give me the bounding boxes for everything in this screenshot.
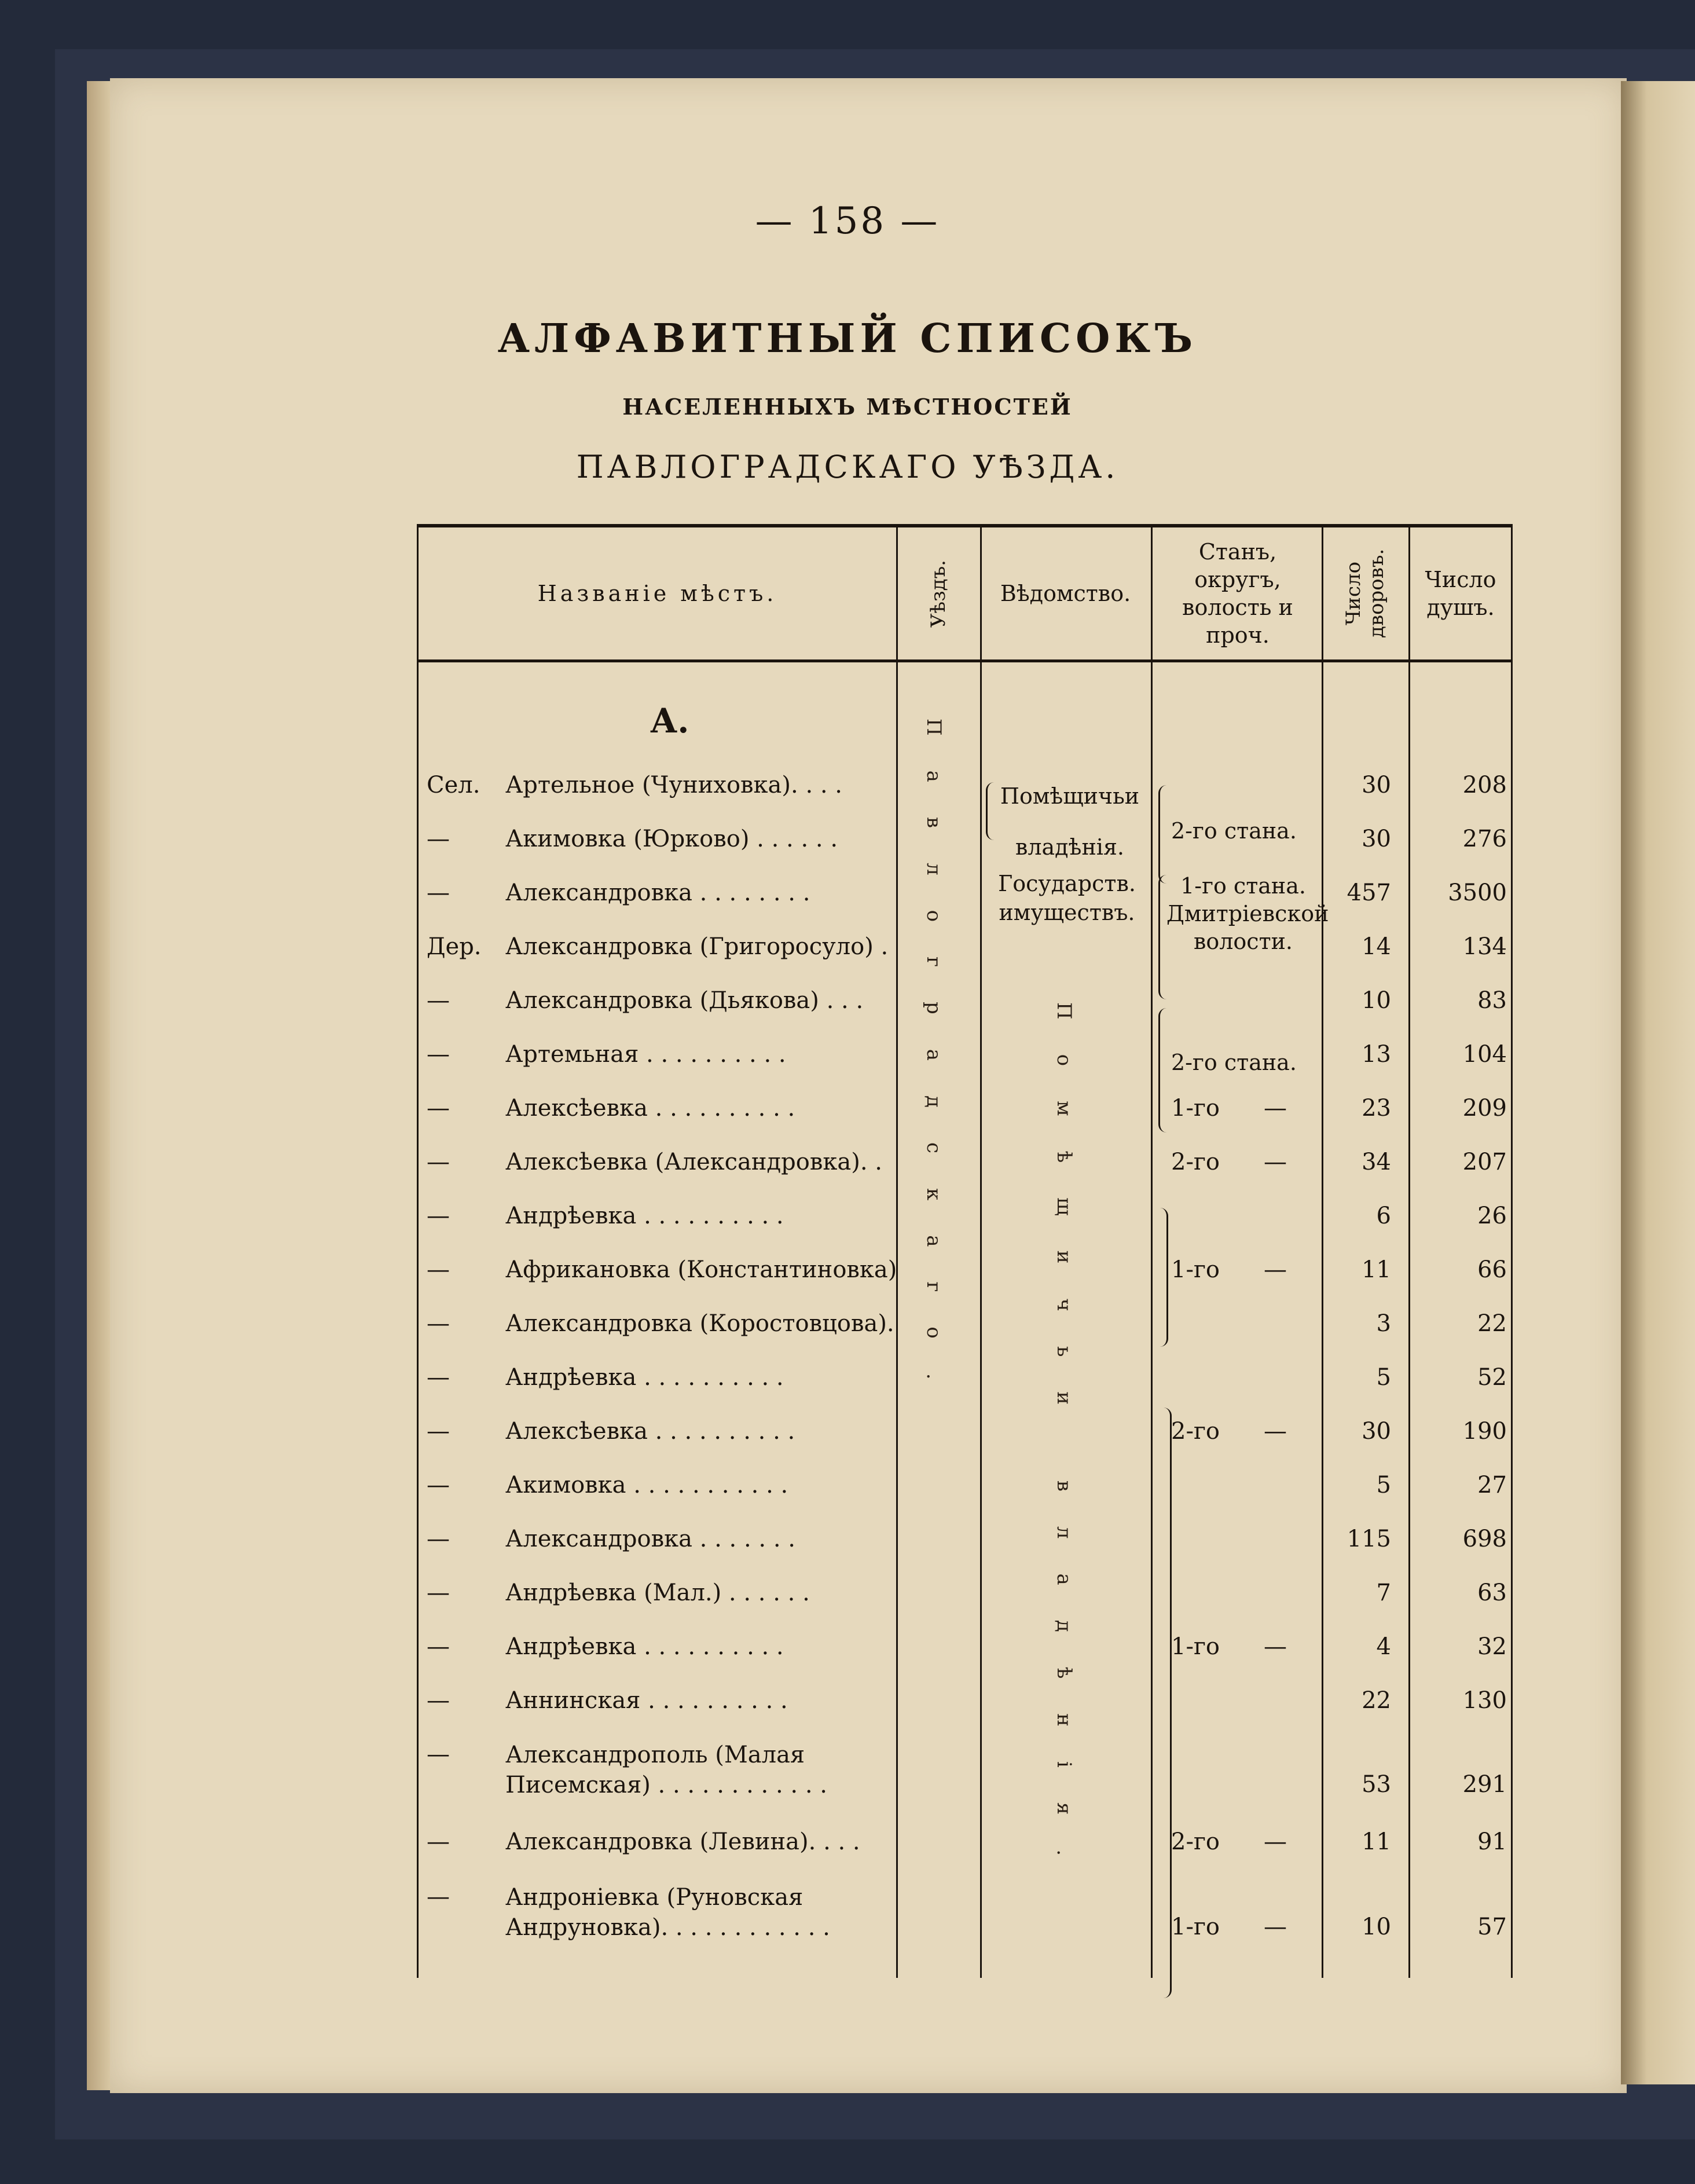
header-uezd-text: Уѣздъ. xyxy=(926,559,950,628)
row-prefix: — xyxy=(427,1472,450,1498)
row-prefix: — xyxy=(427,1526,450,1552)
table-row xyxy=(419,1255,1513,1302)
row-name: Андрѣевка (Мал.) . . . . . . xyxy=(505,1580,810,1606)
row-households: 30 xyxy=(1362,772,1391,798)
table-row xyxy=(419,1686,1513,1732)
row-name: Андроніевка (Руновская Андруновка). . . . . . . . . . . . xyxy=(505,1884,830,1941)
row-households: 34 xyxy=(1362,1149,1391,1175)
row-prefix: — xyxy=(427,1203,450,1229)
row-stan: 2-го xyxy=(1171,1149,1220,1175)
row-households: 30 xyxy=(1362,1418,1391,1445)
stan-group-2: 1-го стана. Дмитріевской волости. xyxy=(1166,873,1329,954)
row-souls: 291 xyxy=(1462,1771,1507,1798)
settlements-table xyxy=(417,524,1513,1978)
page-number: — 158 — xyxy=(755,200,940,243)
row-souls: 190 xyxy=(1462,1418,1507,1445)
row-households: 53 xyxy=(1362,1771,1391,1798)
row-ditto: — xyxy=(1264,1149,1287,1175)
row-households: 5 xyxy=(1376,1364,1391,1391)
row-name: Африкановка (Константиновка) xyxy=(505,1256,897,1283)
row-souls: 208 xyxy=(1462,772,1507,798)
row-souls: 104 xyxy=(1462,1041,1507,1068)
row-name: Акимовка (Юрково) . . . . . . xyxy=(505,826,838,852)
row-prefix: — xyxy=(427,987,450,1014)
row-prefix: Дер. xyxy=(427,933,482,960)
header-rule xyxy=(419,659,1513,662)
section-letter: А. xyxy=(650,701,689,741)
header-department: Вѣдомство. xyxy=(1000,581,1131,606)
row-prefix: — xyxy=(427,1687,450,1714)
row-name: Александровка (Коростовцова). xyxy=(505,1310,894,1337)
table-row xyxy=(419,1309,1513,1355)
table-row xyxy=(419,1827,1513,1874)
row-prefix: — xyxy=(427,1418,450,1445)
page-subtitle: НАСЕЛЕННЫХЪ МѢСТНОСТЕЙ xyxy=(622,394,1073,420)
department-private: Помѣщичьи владѣнія. xyxy=(1000,783,1140,860)
table-row xyxy=(419,1525,1513,1571)
table-row xyxy=(419,1578,1513,1625)
row-households: 30 xyxy=(1362,826,1391,852)
row-name: Андрѣевка . . . . . . . . . . xyxy=(505,1364,784,1391)
table-row xyxy=(419,1148,1513,1194)
row-name: Алексѣевка (Александровка). . xyxy=(505,1149,882,1175)
row-souls: 130 xyxy=(1462,1687,1507,1714)
table-row xyxy=(419,1201,1513,1248)
row-souls: 32 xyxy=(1477,1633,1507,1660)
row-souls: 276 xyxy=(1462,826,1507,852)
row-souls: 57 xyxy=(1477,1914,1507,1940)
row-souls: 66 xyxy=(1477,1256,1507,1283)
row-name: Алексѣевка . . . . . . . . . . xyxy=(505,1095,795,1122)
row-souls: 3500 xyxy=(1448,880,1507,906)
row-name: Александровка . . . . . . . xyxy=(505,1526,795,1552)
header-stan: Станъ, округъ, волость и проч. xyxy=(1182,539,1293,648)
row-households: 14 xyxy=(1362,933,1391,960)
row-name: Александровка . . . . . . . . xyxy=(505,880,810,906)
row-name: Алексѣевка . . . . . . . . . . xyxy=(505,1418,795,1445)
row-households: 23 xyxy=(1362,1095,1391,1122)
row-name: Акимовка . . . . . . . . . . . xyxy=(505,1472,788,1498)
row-name: Александровка (Левина). . . . xyxy=(505,1828,860,1855)
row-households: 3 xyxy=(1376,1310,1391,1337)
table-row xyxy=(419,878,1513,925)
row-name: Александровка (Григоросуло) . xyxy=(505,933,889,960)
row-prefix: — xyxy=(427,1883,450,1910)
row-prefix: — xyxy=(427,880,450,906)
table-row xyxy=(419,1094,1513,1140)
row-households: 7 xyxy=(1376,1580,1391,1606)
department-vertical-label: Помѣщичьи владѣнія. xyxy=(1052,1002,1076,1891)
facing-page-edge xyxy=(1621,81,1695,2084)
table-row xyxy=(419,1740,1513,1815)
row-souls: 22 xyxy=(1477,1310,1507,1337)
row-name: Артельное (Чуниховка). . . . xyxy=(505,772,843,798)
row-prefix: — xyxy=(427,826,450,852)
header-households-text: Число дворовъ. xyxy=(1342,548,1388,639)
row-prefix: — xyxy=(427,1310,450,1337)
row-households: 10 xyxy=(1362,987,1391,1014)
row-souls: 27 xyxy=(1477,1472,1507,1498)
row-ditto: — xyxy=(1264,1633,1287,1660)
table-row xyxy=(419,932,1513,979)
uezd-vertical-label: Павлоградскаго. xyxy=(922,719,945,1415)
row-households: 13 xyxy=(1362,1041,1391,1068)
table-row xyxy=(419,986,1513,1032)
row-prefix: — xyxy=(427,1828,450,1855)
row-ditto: — xyxy=(1264,1418,1287,1445)
row-souls: 209 xyxy=(1462,1095,1507,1122)
row-stan: 2-го xyxy=(1171,1418,1220,1445)
row-souls: 63 xyxy=(1477,1580,1507,1606)
table-row xyxy=(419,1632,1513,1679)
stan-group-3: 2-го стана. xyxy=(1171,1050,1297,1075)
row-households: 22 xyxy=(1362,1687,1391,1714)
header-souls: Число душъ. xyxy=(1425,567,1496,620)
table-row xyxy=(419,1882,1513,1958)
department-state: Государств. имуществъ. xyxy=(998,871,1136,925)
header-name: Названіе мѣстъ. xyxy=(537,581,777,606)
row-ditto: — xyxy=(1264,1095,1287,1122)
row-souls: 83 xyxy=(1477,987,1507,1014)
row-name: Андрѣевка . . . . . . . . . . xyxy=(505,1633,784,1660)
row-souls: 52 xyxy=(1477,1364,1507,1391)
row-name: Артемьная . . . . . . . . . . xyxy=(505,1041,786,1068)
row-name: Аннинская . . . . . . . . . . xyxy=(505,1687,788,1714)
row-stan: 1-го xyxy=(1171,1633,1220,1660)
table-row xyxy=(419,1471,1513,1517)
row-ditto: — xyxy=(1264,1828,1287,1855)
row-prefix: — xyxy=(427,1580,450,1606)
row-prefix: — xyxy=(427,1041,450,1068)
row-name: Александрополь (Малая Писемская) . . . . . . . . . . . . xyxy=(505,1742,827,1798)
row-ditto: — xyxy=(1264,1256,1287,1283)
row-households: 4 xyxy=(1376,1633,1391,1660)
row-souls: 698 xyxy=(1462,1526,1507,1552)
row-households: 5 xyxy=(1376,1472,1391,1498)
table-row xyxy=(419,771,1513,817)
table-row xyxy=(419,1040,1513,1086)
header-households xyxy=(1322,527,1408,659)
row-prefix: — xyxy=(427,1095,450,1122)
row-stan: 1-го xyxy=(1171,1095,1220,1122)
table-row xyxy=(419,825,1513,871)
row-prefix: — xyxy=(427,1633,450,1660)
row-name: Андрѣевка . . . . . . . . . . xyxy=(505,1203,784,1229)
header-uezd xyxy=(896,527,980,659)
page-title: АЛФАВИТНЫЙ СПИСОКЪ xyxy=(497,316,1198,362)
row-prefix: — xyxy=(427,1149,450,1175)
row-name: Александровка (Дьякова) . . . xyxy=(505,987,864,1014)
row-prefix: — xyxy=(427,1364,450,1391)
row-prefix: — xyxy=(427,1741,450,1768)
row-stan: 1-го xyxy=(1171,1914,1220,1940)
row-souls: 134 xyxy=(1462,933,1507,960)
row-households: 457 xyxy=(1347,880,1391,906)
row-souls: 26 xyxy=(1477,1203,1507,1229)
row-souls: 91 xyxy=(1477,1828,1507,1855)
row-ditto: — xyxy=(1264,1914,1287,1940)
district-heading: ПАВЛОГРАДСКАГО УѢЗДА. xyxy=(576,449,1119,485)
table-row xyxy=(419,1417,1513,1463)
row-stan: 1-го xyxy=(1171,1256,1220,1283)
stan-group-1: 2-го стана. xyxy=(1171,818,1297,844)
row-stan: 2-го xyxy=(1171,1828,1220,1855)
row-households: 6 xyxy=(1376,1203,1391,1229)
row-households: 115 xyxy=(1347,1526,1391,1552)
row-souls: 207 xyxy=(1462,1149,1507,1175)
row-households: 10 xyxy=(1362,1914,1391,1940)
row-prefix: — xyxy=(427,1256,450,1283)
table-row xyxy=(419,1363,1513,1409)
row-prefix: Сел. xyxy=(427,772,480,798)
row-households: 11 xyxy=(1362,1256,1391,1283)
row-households: 11 xyxy=(1362,1828,1391,1855)
